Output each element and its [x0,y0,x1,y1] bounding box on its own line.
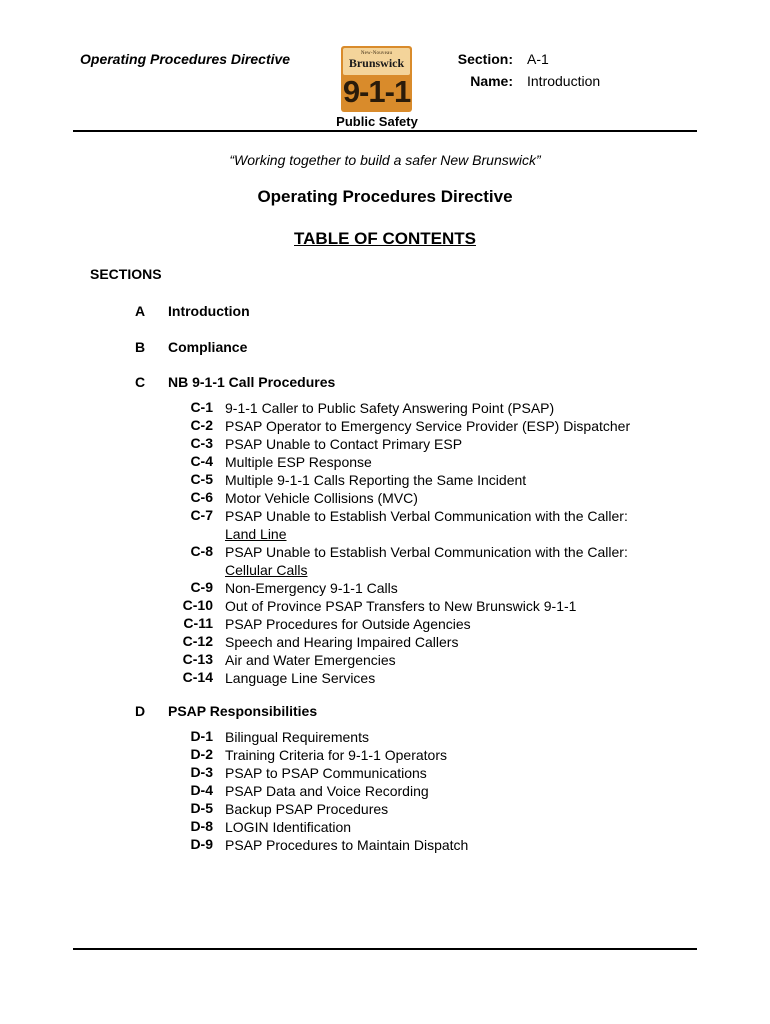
toc-item-title: LOGIN Identification [225,819,352,835]
toc-item-title: Backup PSAP Procedures [225,801,389,817]
toc-item-code: C-13 [182,651,213,667]
toc-item-code: D-8 [190,818,213,834]
section-letter: A [135,303,146,319]
header-divider [73,130,697,132]
toc-item-title: Multiple ESP Response [225,454,372,470]
toc-item-text[interactable] [225,489,418,507]
footer-divider [73,948,697,950]
toc-item-title: Training Criteria for 9-1-1 Operators [225,747,448,763]
logo-caption: Public Safety [336,114,418,129]
toc-item-text[interactable] [225,597,576,615]
logo-number: 9-1-1 [342,74,411,109]
section-value: A-1 [527,51,549,67]
section-letter: D [135,703,146,719]
toc-item-subtitle: Land Line [225,526,287,542]
toc-item-title: PSAP Operator to Emergency Service Provider (ESP) Dispatcher [225,418,631,434]
toc-item-code: D-2 [190,746,213,762]
toc-item-title: PSAP to PSAP Communications [225,765,427,781]
toc-item-code: D-3 [190,764,213,780]
toc-item-code: C-5 [190,471,213,487]
toc-item-title: PSAP Unable to Establish Verbal Communication with the Caller: [225,544,628,560]
toc-item-code: C-9 [190,579,213,595]
toc-item-title: 9-1-1 Caller to Public Safety Answering Point (PSAP) [225,400,555,416]
toc-item-text[interactable] [225,471,526,489]
toc-item-title: Speech and Hearing Impaired Callers [225,634,459,650]
toc-item-text[interactable] [225,507,628,543]
nb-911-logo [341,46,412,112]
logo-brand-text: Brunswick [348,56,405,70]
logo-banner [343,48,410,75]
toc-item-code: C-1 [190,399,213,415]
toc-item-code: D-9 [190,836,213,852]
toc-item-title: Language Line Services [225,670,376,686]
toc-item-code: C-6 [190,489,213,505]
name-value: Introduction [527,73,601,89]
section-title: PSAP Responsibilities [168,703,318,719]
motto: “Working together to build a safer New Brunswick” [229,152,541,168]
toc-item-text[interactable] [225,669,375,687]
toc-item-text[interactable] [225,746,447,764]
toc-item-title: PSAP Procedures to Maintain Dispatch [225,837,469,853]
toc-item-title: PSAP Data and Voice Recording [225,783,429,799]
toc-item-text[interactable] [225,399,554,417]
toc-item-title: PSAP Unable to Contact Primary ESP [225,436,463,452]
toc-item-code: C-3 [190,435,213,451]
toc-item-code: C-11 [183,615,213,631]
section-title: Compliance [168,339,248,355]
toc-item-title: Out of Province PSAP Transfers to New Brunswick 9-1-1 [225,598,577,614]
toc-item-text[interactable] [225,435,462,453]
toc-item-code: C-12 [182,633,213,649]
toc-item-text[interactable] [225,782,429,800]
toc-item-text[interactable] [225,453,372,471]
toc-item-text[interactable] [225,543,628,579]
sections-label: SECTIONS [90,266,162,282]
section-label: Section: [457,51,513,67]
toc-title: TABLE OF CONTENTS [294,229,476,248]
document-title: Operating Procedures Directive [257,187,513,206]
header-directive-title: Operating Procedures Directive [80,51,291,67]
toc-item-code: C-4 [190,453,213,469]
toc-item-text[interactable] [225,633,458,651]
section-letter: C [135,374,146,390]
toc-item-code: D-4 [190,782,213,798]
toc-item-code: D-5 [190,800,213,816]
toc-item-text[interactable] [225,417,630,435]
toc-item-title: PSAP Unable to Establish Verbal Communication with the Caller: [225,508,628,524]
section-title: NB 9-1-1 Call Procedures [168,374,336,390]
toc-item-text[interactable] [225,615,471,633]
toc-item-code: C-7 [190,507,213,523]
toc-item-title: Motor Vehicle Collisions (MVC) [225,490,418,506]
toc-item-text[interactable] [225,579,398,597]
logo-top-text: New-Nouveau [360,51,393,56]
toc-item-code: C-14 [182,669,213,685]
toc-item-subtitle: Cellular Calls [225,562,308,578]
toc-item-title: Non-Emergency 9-1-1 Calls [225,580,398,596]
name-label: Name: [470,73,513,89]
toc-item-code: C-2 [190,417,213,433]
toc-item-title: PSAP Procedures for Outside Agencies [225,616,471,632]
toc-item-title: Bilingual Requirements [225,729,369,745]
toc-item-title: Air and Water Emergencies [225,652,396,668]
toc-item-text[interactable] [225,651,396,669]
toc-item-title: Multiple 9-1-1 Calls Reporting the Same Incident [225,472,527,488]
toc-item-text[interactable] [225,818,351,836]
toc-item-code: C-10 [182,597,213,613]
section-letter: B [135,339,146,355]
toc-item-code: D-1 [190,728,213,744]
toc-item-code: C-8 [190,543,213,559]
toc-item-text[interactable] [225,836,468,854]
toc-item-text[interactable] [225,728,369,746]
toc-item-text[interactable] [225,764,427,782]
toc-item-text[interactable] [225,800,388,818]
section-title: Introduction [168,303,250,319]
